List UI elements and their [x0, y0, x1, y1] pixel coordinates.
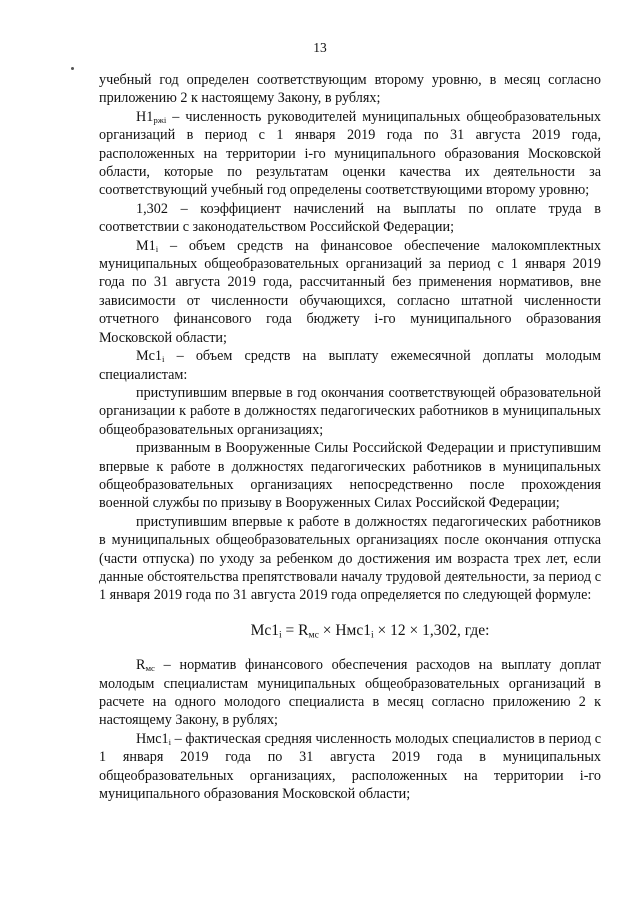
- paragraph-case-military: призванным в Вооруженные Силы Российской Федерации и приступившим впервые к работе в должностях педагогических работников в муниципальных общеобразовательных организациях непосредственно после прохождения военной службы по призыву в Вооруженных Силах Российской Федерации;: [99, 440, 601, 512]
- document-body: [99, 71, 601, 803]
- paragraph-m1-definition: $М1_i$ – объем средств на финансовое обеспечение малокомплектных муниципальных общеобразовательных организаций за период с 1 января 2019 года по 31 августа 2019 года, рассчитанный без применения нормативов, вне зависимости от численности обучающихся, согласно штатной численности отчетного финансового года бюджету i-го муниципального образования Московской области;: [99, 237, 601, 346]
- formula: $Мс1_i = R_{мс} \times Нмс1_i \times 12 \times 1,302$, где:: [250, 621, 490, 641]
- paragraph-mc1-definition: $Мс1_i$ – объем средств на выплату ежемесячной доплаты молодым специалистам:: [99, 348, 601, 383]
- paragraph-nmc1-definition: $Нмс1_i$ – фактическая средняя численность молодых специалистов в период с 1 января 2019 года по 31 августа 2019 года в муниципальных общеобразовательных организациях, расположенных на территории i-го муниципального образования Московской области;: [99, 730, 601, 803]
- paragraph-h1-definition: $Н1_{ржi}$ – численность руководителей муниципальных общеобразовательных организаций в период с 1 января 2019 года по 31 августа 2019 года, расположенных на территории i-го муниципального образования Московской области, которые по результатам оценки качества их деятельности за соответствующий учебный год определены соответствующими второму уровню;: [99, 108, 601, 199]
- paragraph-case-parental-leave: приступившим впервые к работе в должностях педагогических работников в муниципальных общеобразовательных организациях после окончания отпуска (части отпуска) по уходу за ребенком до достижения им возраста трех лет, если данные обстоятельства препятствовали началу трудовой деятельности, за период с 1 января 2019 года по 31 августа 2019 года определяется по следующей формуле:: [99, 513, 601, 604]
- paragraph-case-graduates: приступившим впервые в год окончания соответствующей образовательной организации к работе в должностях педагогических работников в муниципальных общеобразовательных организациях;: [99, 384, 601, 438]
- page-number: 13: [313, 40, 327, 55]
- paragraph-coefficient: 1,302 – коэффициент начислений на выплаты по оплате труда в соответствии с законодательством Российской Федерации;: [99, 200, 601, 236]
- paragraph-rmc-definition: $R_{мс}$ – норматив финансового обеспечения расходов на выплату доплат молодым специалистам муниципальных общеобразовательных организаций в расчете на одного молодого специалиста в месяц согласно приложению 2 к настоящему Закону, в рублях;: [99, 657, 601, 729]
- paragraph-continuation: учебный год определен соответствующим второму уровню, в месяц согласно приложению 2 к настоящему Закону, в рублях;: [99, 72, 601, 107]
- scan-speck: [71, 67, 74, 70]
